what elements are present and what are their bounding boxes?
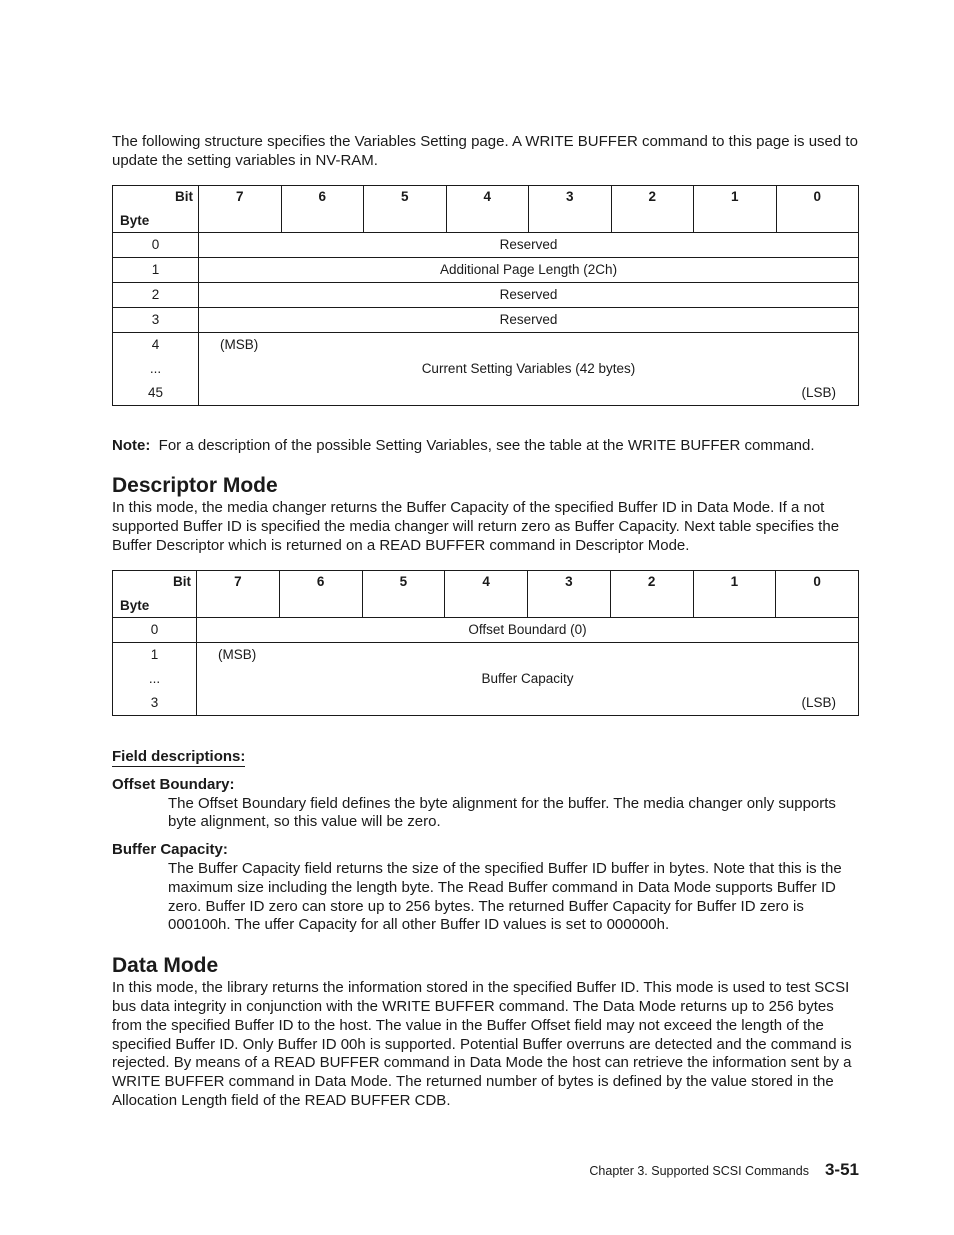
- lsb-label: (LSB): [801, 694, 836, 710]
- note-paragraph: [112, 437, 859, 456]
- byte-start: 4: [151, 336, 160, 352]
- descriptor-mode-heading: Descriptor Mode: [112, 474, 278, 498]
- descriptor-mode-paragraph: In this mode, the media changer returns the Buffer Capacity of the specified Buffer ID in Data Mode. If a not supported Buffer ID is specified the media changer will return zero as Buffer Capacity. Next table specifies the Buffer Descriptor which is returned on a READ BUFFER command in Descriptor Mode.: [112, 499, 840, 554]
- multibyte-field-cell: [197, 642, 859, 715]
- field-cell: Reserved: [199, 232, 859, 257]
- byte-mid: ...: [148, 670, 161, 686]
- byte-range: [113, 332, 199, 405]
- msb-label: (MSB): [220, 336, 259, 352]
- byte-number: 0: [113, 617, 197, 642]
- byte-end: 45: [147, 384, 164, 400]
- table-row-multibyte: [113, 642, 859, 715]
- field-cell: Offset Boundard (0): [197, 617, 859, 642]
- page-footer: [589, 1160, 859, 1180]
- buffer-capacity-definition: The Buffer Capacity field returns the size of the specified Buffer ID buffer in bytes. Note that this is the maximum size including the length byte. The Read Buffer command in Data Mode supports Buffer ID zero. Buffer ID zero can store up to 256 bytes. The returned Buffer Capacity for Buffer ID zero is 000100h. The uffer Capacity for all other Buffer ID values is set to 000000h.: [168, 859, 842, 934]
- byte-number: 0: [113, 232, 199, 257]
- bit-header-6: 6: [281, 185, 364, 232]
- header-corner-cell: [113, 185, 199, 232]
- field-label: Buffer Capacity: [481, 670, 574, 686]
- table-row: [113, 257, 859, 282]
- note-label: Note:: [112, 436, 151, 454]
- variables-setting-table: [112, 185, 859, 406]
- byte-number: 3: [113, 307, 199, 332]
- byte-number: 1: [113, 257, 199, 282]
- buffer-capacity-term: Buffer Capacity:: [112, 841, 228, 859]
- bit-header-4: 4: [446, 185, 529, 232]
- buffer-descriptor-table: [112, 570, 859, 716]
- byte-label: Byte: [120, 597, 150, 613]
- bit-header-4: 4: [445, 570, 528, 617]
- byte-number: 2: [113, 282, 199, 307]
- footer-chapter: Chapter 3. Supported SCSI Commands: [589, 1164, 809, 1178]
- multibyte-field-cell: [199, 332, 859, 405]
- field-cell: Reserved: [199, 307, 859, 332]
- bit-header-5: 5: [362, 570, 445, 617]
- field-cell: Reserved: [199, 282, 859, 307]
- byte-mid: ...: [149, 360, 162, 376]
- table-row: [113, 307, 859, 332]
- bit-header-0: 0: [776, 185, 859, 232]
- bit-header-0: 0: [776, 570, 859, 617]
- bit-label: Bit: [175, 188, 193, 204]
- bit-header-5: 5: [364, 185, 447, 232]
- bit-header-1: 1: [694, 185, 777, 232]
- table-row: [113, 232, 859, 257]
- table-row-multibyte: [113, 332, 859, 405]
- bit-header-1: 1: [693, 570, 776, 617]
- header-corner-cell: [113, 570, 197, 617]
- bit-header-2: 2: [610, 570, 693, 617]
- document-page: [112, 133, 859, 1111]
- bit-header-7: 7: [199, 185, 282, 232]
- field-cell: Additional Page Length (2Ch): [199, 257, 859, 282]
- bit-label: Bit: [173, 573, 191, 589]
- intro-paragraph: The following structure specifies the Variables Setting page. A WRITE BUFFER command to this page is used to update the setting variables in NV-RAM.: [112, 133, 858, 169]
- byte-start: 1: [150, 646, 159, 662]
- bit-header-7: 7: [197, 570, 280, 617]
- field-label: Current Setting Variables (42 bytes): [421, 360, 636, 376]
- data-mode-heading: Data Mode: [112, 954, 219, 978]
- byte-range: [113, 642, 197, 715]
- bit-header-3: 3: [528, 570, 611, 617]
- lsb-label: (LSB): [801, 384, 836, 400]
- field-descriptions-title: Field descriptions:: [112, 747, 246, 765]
- table-row: [113, 282, 859, 307]
- bit-header-6: 6: [279, 570, 362, 617]
- bit-header-3: 3: [529, 185, 612, 232]
- offset-boundary-definition: The Offset Boundary field defines the byte alignment for the buffer. The media changer only supports byte alignment, so this value will be zero.: [168, 794, 836, 831]
- page-number: 3-51: [824, 1160, 859, 1179]
- table-row: [113, 617, 859, 642]
- data-mode-paragraph: In this mode, the library returns the information stored in the specified Buffer ID. This mode is used to test SCSI bus data integrity in conjunction with the WRITE BUFFER command. The Data Mode returns up to 256 bytes from the specified Buffer ID to the host. The value in the Buffer Offset field may not exceed the length of the specified Buffer ID. Only Buffer ID 00h is supported. Potential Buffer overruns are detected and the command is rejected. By means of a READ BUFFER command in Data Mode the host can retrieve the information sent by a WRITE BUFFER command in Data Mode. The returned number of bytes is defined by the value stored in the Allocation Length field of the READ BUFFER CDB.: [112, 979, 852, 1109]
- bit-header-2: 2: [611, 185, 694, 232]
- msb-label: (MSB): [218, 646, 257, 662]
- offset-boundary-term: Offset Boundary:: [112, 775, 235, 793]
- byte-label: Byte: [120, 212, 150, 228]
- byte-end: 3: [150, 694, 159, 710]
- note-text: For a description of the possible Setting Variables, see the table at the WRITE BUFFER command.: [158, 436, 815, 454]
